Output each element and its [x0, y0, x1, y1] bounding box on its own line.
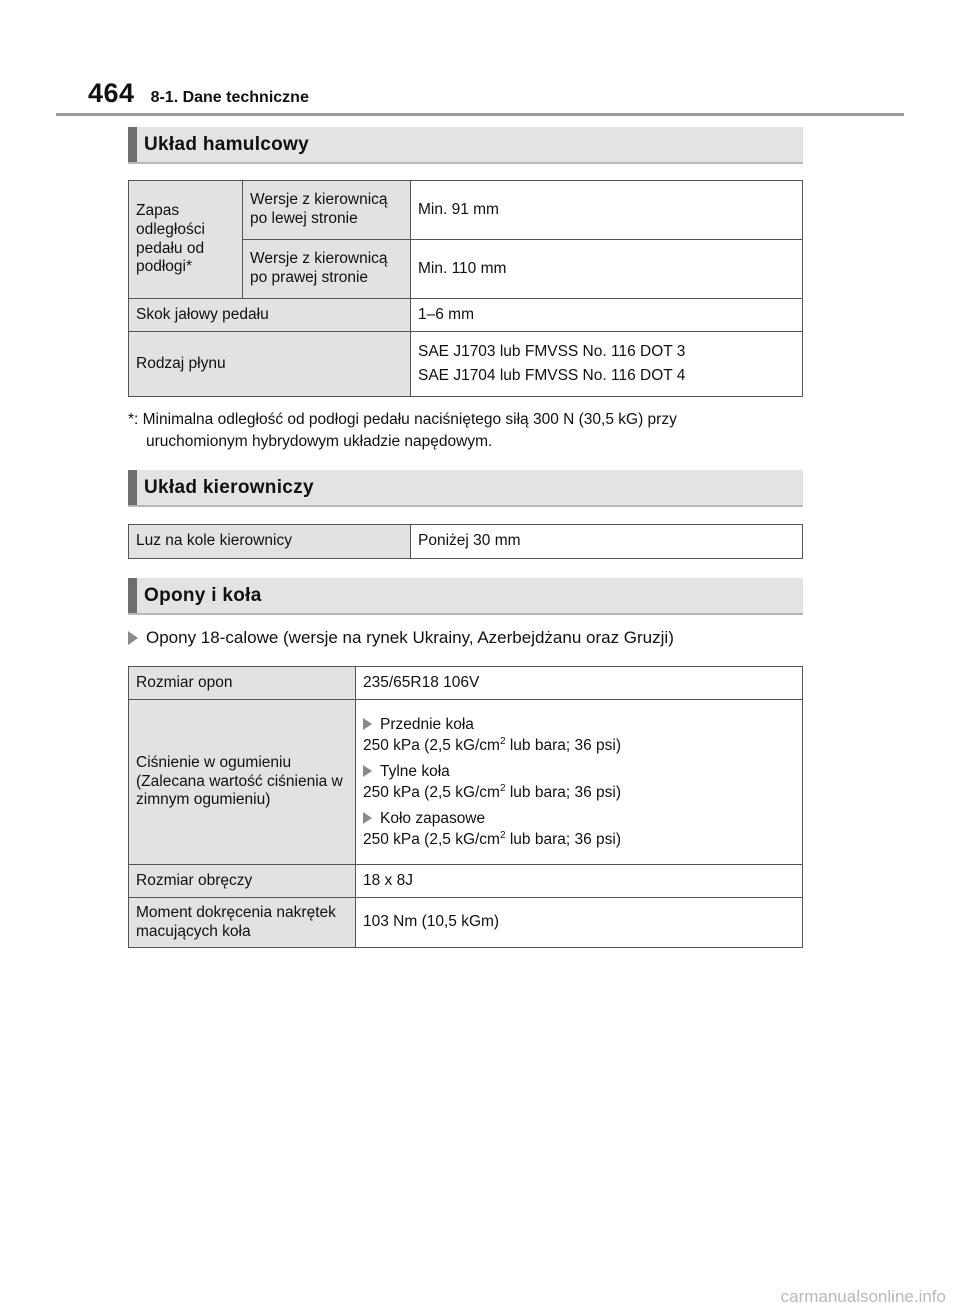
table-row	[129, 181, 803, 240]
chapter-title: 8-1. Dane techniczne	[150, 89, 309, 106]
steering-table	[128, 524, 803, 559]
tire-size-label: Rozmiar opon	[129, 667, 356, 700]
free-play-value: 1–6 mm	[411, 299, 803, 332]
triangle-bullet-icon	[363, 765, 372, 777]
triangle-bullet-icon	[363, 718, 372, 730]
triangle-bullet-icon	[363, 812, 372, 824]
page-number: 464	[88, 78, 135, 108]
pressure-heading-text: Koło zapasowe	[380, 809, 486, 827]
pressure-sup: 2	[499, 735, 506, 747]
section-marker	[128, 127, 137, 162]
table-row	[129, 525, 803, 559]
rim-size-value: 18 x 8J	[356, 865, 803, 898]
rhd-label: Wersje z kierownicą po prawej stronie	[243, 240, 411, 299]
fluid-value: SAE J1703 lub FMVSS No. 116 DOT 3	[418, 342, 686, 360]
tire-size-value: 235/65R18 106V	[356, 667, 803, 700]
footnote-line: uruchomionym hybrydowym układzie napędowym.	[146, 432, 493, 450]
table-row	[129, 898, 803, 948]
section-marker	[128, 578, 137, 613]
header-divider	[56, 113, 904, 116]
table-row	[129, 332, 803, 397]
section-title: Opony i koła	[144, 585, 262, 606]
pressure-values	[356, 700, 803, 865]
section-title: Układ hamulcowy	[144, 134, 309, 155]
pressure-sup: 2	[499, 829, 506, 841]
tires-table	[128, 666, 803, 948]
pressure-sup: 2	[499, 782, 506, 794]
fluid-values	[411, 332, 803, 397]
steering-play-value: Poniżej 30 mm	[411, 525, 803, 559]
pressure-text: lub bara; 36 psi)	[505, 830, 622, 848]
fluid-label: Rodzaj płynu	[129, 332, 411, 397]
pressure-text: lub bara; 36 psi)	[505, 736, 622, 754]
steering-play-label: Luz na kole kierownicy	[129, 525, 411, 559]
footnote-line: *: Minimalna odległość od podłogi pedału naciśniętego siłą 300 N (30,5 kG) przy	[128, 411, 677, 428]
triangle-bullet-icon	[128, 631, 138, 645]
pressure-heading	[363, 810, 795, 829]
lhd-label: Wersje z kierownicą po lewej stronie	[243, 181, 411, 240]
clearance-label: Zapas odległości pedału od podłogi*	[129, 181, 243, 299]
pressure-heading-text: Przednie koła	[380, 716, 474, 734]
rhd-value: Min. 110 mm	[411, 240, 803, 299]
pressure-heading	[363, 716, 795, 735]
pressure-value	[363, 735, 795, 756]
pressure-text: 250 kPa (2,5 kG/cm	[363, 736, 500, 754]
fluid-value: SAE J1704 lub FMVSS No. 116 DOT 4	[418, 367, 686, 384]
table-row	[129, 667, 803, 700]
pressure-value	[363, 782, 795, 803]
torque-label: Moment dokręcenia nakrętek macujących koła	[129, 898, 356, 948]
page-header	[88, 78, 309, 109]
section-marker	[128, 470, 137, 505]
lhd-value: Min. 91 mm	[411, 181, 803, 240]
section-title: Układ kierowniczy	[144, 477, 314, 498]
free-play-label: Skok jałowy pedału	[129, 299, 411, 332]
pressure-value	[363, 829, 795, 850]
table-row	[129, 865, 803, 898]
pressure-label: Ciśnienie w ogumieniu (Zalecana wartość ciśnienia w zimnym ogumieniu)	[129, 700, 356, 865]
tires-subheading	[128, 628, 674, 648]
pressure-text: 250 kPa (2,5 kG/cm	[363, 830, 500, 848]
table-row	[129, 299, 803, 332]
torque-value: 103 Nm (10,5 kGm)	[356, 898, 803, 948]
pressure-heading-text: Tylne koła	[380, 763, 450, 781]
pressure-heading	[363, 763, 795, 782]
footnote	[128, 409, 803, 452]
pressure-text: lub bara; 36 psi)	[505, 783, 622, 801]
tires-subheading-text: Opony 18-calowe (wersje na rynek Ukrainy, Azerbejdżanu oraz Gruzji)	[146, 628, 674, 647]
watermark: carmanualsonline.info	[780, 1287, 946, 1306]
brakes-table	[128, 180, 803, 397]
table-row	[129, 700, 803, 865]
section-header-steering	[128, 470, 803, 507]
section-header-brakes	[128, 127, 803, 164]
section-header-tires	[128, 578, 803, 615]
pressure-text: 250 kPa (2,5 kG/cm	[363, 783, 500, 801]
rim-size-label: Rozmiar obręczy	[129, 865, 356, 898]
